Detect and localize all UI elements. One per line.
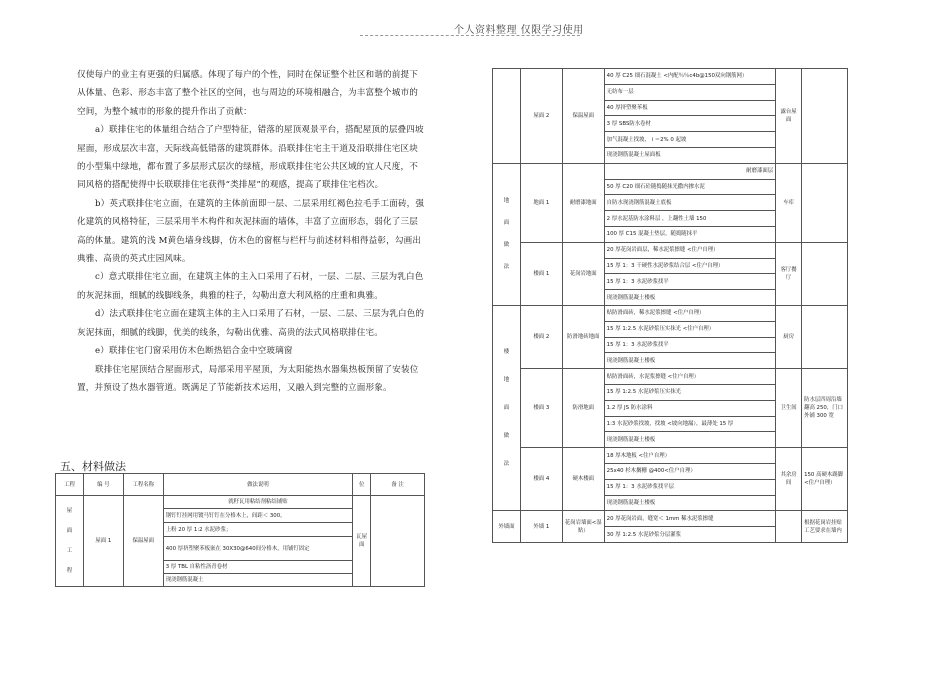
table-row: 3 厚 TBL 自粘性沥青卷材 bbox=[163, 561, 352, 574]
paragraph-roof: 联排住宅屋顶结合屋面形式，局部采用平屋顶，为太阳能热水器集热板预留了安装位置，并预设了热水器管道。既满足了节能新技术运用，又融入到完整的立面形象。 bbox=[77, 364, 419, 393]
floor3-remark: 防水层四周沿墙翻高 250，门口外铺 300 宽 bbox=[802, 369, 848, 448]
roof1-name: 保温屋面 bbox=[123, 496, 163, 587]
group-ground bbox=[493, 163, 521, 305]
table-row: 15 厚 1:2.5 水泥砂浆压实抹光 bbox=[604, 384, 775, 400]
table-row: 15 厚 1：3 水泥砂浆找平 bbox=[604, 274, 775, 290]
table-row: 30 厚 1:2.5 水泥砂浆分层灌浆 bbox=[604, 527, 775, 543]
table-row: 上粉 20 厚 1:2 水泥砂浆； bbox=[163, 523, 352, 537]
body-text bbox=[77, 66, 425, 397]
floor1-code: 楼面 1 bbox=[520, 242, 562, 305]
table-row: 15 厚 1：3 干硬性水泥砂浆结合层 <住户自理） bbox=[604, 258, 775, 274]
table-row: 就籽瓦用粘结剂粘结铺贴 bbox=[163, 496, 352, 509]
header-divider bbox=[360, 35, 580, 36]
table-row: 50 厚 C20 细石砼随捣随抹光撒内掺水泥 bbox=[604, 179, 775, 195]
floor3-name: 防滑地面 bbox=[562, 369, 604, 448]
table-row: 贴防滑面砖，水泥浆擦缝 <住户自理） bbox=[604, 369, 775, 385]
roof2-name: 保温屋面 bbox=[562, 69, 604, 164]
floor4-code: 楼面 4 bbox=[520, 448, 562, 511]
table-row: 15 厚 1:2.5 水泥砂浆压实抹光 <住户自理） bbox=[604, 321, 775, 337]
floor4-name: 硬木楼面 bbox=[562, 448, 604, 511]
materials-table-right bbox=[492, 68, 848, 543]
wall1-location bbox=[776, 511, 802, 543]
floor4-remark: 150 高硬木踢脚<住户自理） bbox=[802, 448, 848, 511]
roof2-code: 屋面 2 bbox=[520, 69, 562, 164]
table-row: 加气混凝土找坡， i ＝2% 0 起坡 bbox=[604, 132, 775, 148]
table-row: 现浇钢筋混凝土楼板 bbox=[604, 495, 775, 511]
floor2-code: 楼面 2 bbox=[520, 305, 562, 368]
table-row: 现浇钢筋混凝土楼板 bbox=[604, 353, 775, 369]
header-note: 个人资料整理 仅限学习使用 bbox=[454, 25, 584, 36]
table-row: 1:3 水泥砂浆找坡，找坡 <坡向地漏），最薄处 15 厚 bbox=[604, 416, 775, 432]
table-row: 现浇钢筋混凝土屋面板 bbox=[604, 147, 775, 163]
materials-table-left bbox=[55, 473, 425, 587]
table-row: 18 厚木地板 <住户自理） bbox=[604, 448, 775, 464]
table-row: 1.2 厚 JS 防水涂料 bbox=[604, 400, 775, 416]
table-row: 贴防滑面砖，稀水泥浆擦缝 <住户自理） bbox=[604, 305, 775, 321]
roof2-location: 露台屋面 bbox=[776, 69, 802, 164]
table-row: 无纺布一层 bbox=[604, 84, 775, 100]
ground1-location: 车库 bbox=[776, 163, 802, 242]
floor1-name: 花岗岩地面 bbox=[562, 242, 604, 305]
floor4-location: 其余房间 bbox=[776, 448, 802, 511]
table-row: 现浇钢筋混凝土楼板 bbox=[604, 432, 775, 448]
table-row: 400 厚挤塑聚苯板嵌在 30X30@640间分格木，用铺钉固定 bbox=[163, 537, 352, 561]
table-row: 现浇钢筋混凝土 bbox=[163, 574, 352, 587]
group-floor-label: 楼地面做法 bbox=[503, 349, 510, 468]
wall1-remark: 根据花岗岩挂贴工艺要求在墙内 bbox=[802, 511, 848, 543]
floor2-name: 防滑地砖地面 bbox=[562, 305, 604, 368]
table-row: 2 厚水泥基防水涂料层 ，上翻性土墙 150 bbox=[604, 211, 775, 227]
roof2-group bbox=[493, 69, 521, 164]
table-row: 40 厚 C25 细石混凝土 <内配％％c4b@150双向钢筋网） bbox=[604, 69, 775, 85]
group-ground-label: 地面做法 bbox=[503, 198, 510, 271]
paragraph-c: c）意式联排住宅立面，在建筑主体的主入口采用了石材，一层、二层、三层为乳白色的灰泥抹面，细腻的线脚线条，典雅的柱子，勾勒出意大利风格的庄重和典雅。 bbox=[77, 272, 424, 301]
group-roof-label: 屋面工程 bbox=[66, 508, 73, 574]
floor3-location: 卫生间 bbox=[776, 369, 802, 448]
table-row: 钢钉钉挂网用镀马钉钉在分格木上，间距＜ 300， bbox=[163, 509, 352, 523]
group-roof bbox=[56, 496, 84, 587]
ground1-name: 耐磨漆地面 bbox=[562, 163, 604, 242]
col-project: 工程 bbox=[56, 474, 84, 496]
paragraph-e: e）联排住宅门窗采用仿木色断热铝合金中空玻璃窗 bbox=[95, 346, 293, 357]
floor3-code: 楼面 3 bbox=[520, 369, 562, 448]
wall1-code: 外墙 1 bbox=[520, 511, 562, 543]
roof1-remark bbox=[371, 496, 425, 587]
roof2-remark bbox=[802, 69, 848, 164]
section-title: 五、材料做法 bbox=[60, 460, 126, 473]
table-row: 25x40 杉木搁栅 @400<住户自理） bbox=[604, 463, 775, 479]
col-code: 编 号 bbox=[83, 474, 123, 496]
wall-group: 外墙面 bbox=[493, 511, 521, 543]
roof1-code: 屋面 1 bbox=[83, 496, 123, 587]
ground1-remark bbox=[802, 163, 848, 242]
group-floor bbox=[493, 305, 521, 510]
table-row: 现浇钢筋混凝土楼板 bbox=[604, 290, 775, 306]
paragraph-a: a）联排住宅的体量组合结合了户型特征，错落的屋顶观景平台，搭配屋顶的层叠四坡屋面，形成层次丰富，天际线高低错落的建筑群体。沿联排住宅主干道及沿联排住宅区块的小型集中绿地，都布置了多层形式层次的绿植，形成联排住宅公共区域的宜人尺度，不同风格的搭配使得中长联联排住宅获得“类排屋”的观感，提高了联排住宅档次。 bbox=[77, 125, 424, 191]
col-name: 工程名称 bbox=[123, 474, 163, 496]
paragraph-b: b）英式联排住宅立面，在建筑的主体前面即一层、二层采用红褐色拉毛手工面砖，强化建筑的风格特征，三层采用半木构件和灰泥抹面的墙体，丰富了立面形态，弱化了三层高的体量。建筑的浅 M黄色墙身线脚，仿木色的窗框与栏杆与前述材料相得益彰，勾画出典雅、高贵的英式庄园风味。 bbox=[77, 198, 425, 265]
floor2-location: 厨房 bbox=[776, 305, 802, 368]
col-remark: 备 注 bbox=[371, 474, 425, 496]
col-desc: 做法说明 bbox=[163, 474, 352, 496]
floor2-remark bbox=[802, 305, 848, 368]
table-row: 3 厚 SBS防水卷材 bbox=[604, 116, 775, 132]
table-row: 自防水现浇钢筋混凝土底板 bbox=[604, 195, 775, 211]
table-row: 100 厚 C15 混凝土垫层，随捣随抹平 bbox=[604, 226, 775, 242]
table-row: 耐磨漆面层 bbox=[604, 163, 775, 179]
table-row: 20 厚花岗岩面层，稀水泥浆擦缝 <住户自理） bbox=[604, 242, 775, 258]
paragraph-intro: 仅使每户的业主有更强的归属感。体现了每户的个性，同时在保证整个社区和谐的前提下从体量、色彩、形态丰富了整个社区的空间，也与周边的环境相融合，为丰富整个城市的空间，为整个城市的形象的提升作出了贡献： bbox=[77, 70, 419, 117]
roof1-location: 瓦屋面 bbox=[353, 496, 371, 587]
table-row: 15 厚 1：3 水泥砂浆找平 bbox=[604, 337, 775, 353]
col-location: 位 bbox=[353, 474, 371, 496]
floor1-location: 客厅餐厅 bbox=[776, 242, 802, 305]
paragraph-d: d）法式联排住宅立面在建筑主体的主入口采用了石材，一层、二层、三层为乳白色的灰泥抹面，细腻的线脚，优美的线条，勾勒出优雅、高贵的法式风格联排住宅。 bbox=[77, 309, 425, 338]
table-row: 20 厚花岗岩面，缝宽＜ 1mm 稀水泥浆擦缝 bbox=[604, 511, 775, 527]
ground1-code: 地面 1 bbox=[520, 163, 562, 242]
table-row: 40 厚挤塑聚苯板 bbox=[604, 100, 775, 116]
floor1-remark bbox=[802, 242, 848, 305]
table-row: 15 厚 1：3 水泥砂浆找平层 bbox=[604, 479, 775, 495]
wall1-name: 花岗岩墙面<湿贴） bbox=[562, 511, 604, 543]
